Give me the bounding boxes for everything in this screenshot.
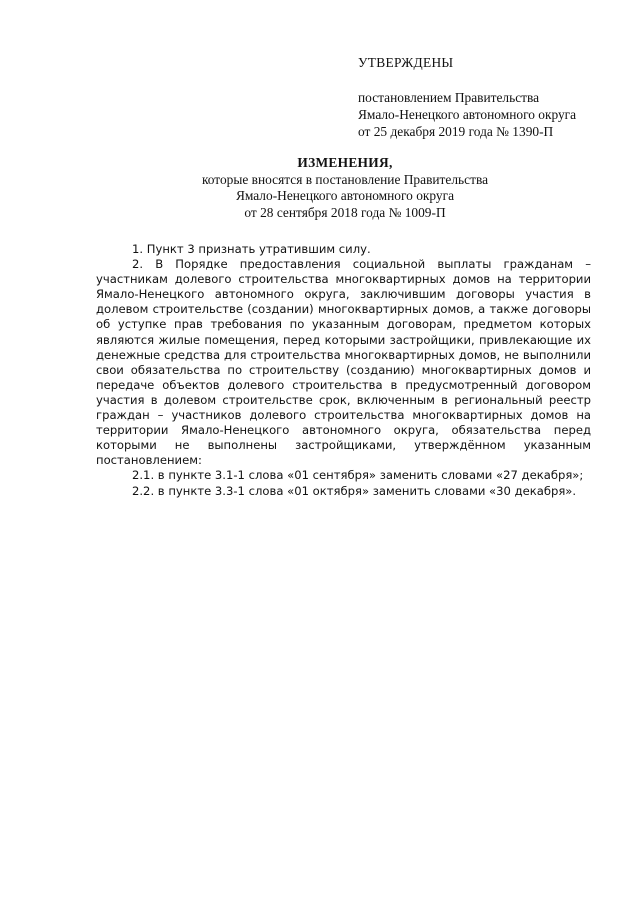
item-2-1-paragraph: 2.1. в пункте 3.1-1 слова «01 сентября» заменить словами «27 декабря»;	[132, 468, 584, 483]
item-2-paragraph: 2. В Порядке предоставления социальной выплаты гражданам – участникам долевого строительства многоквартирных домов на территории Ямало-Ненецкого автономного округа, заключившим договоры участия в долевом строительстве (создании) многоквартирных домов, а также договоры об уступке прав требования по указанным договорам, предметом которых являются жилые помещения, перед которыми застройщики, привлекающие их денежные средства для строительства многоквартирных домов, не выполнили свои обязательства по строительству (созданию) многоквартирных домов и передаче объектов долевого строительства в предусмотренный договором участия в долевом строительстве срок, включенным в региональный реестр граждан – участников долевого строительства многоквартирных домов на территории Ямало-Ненецкого автономного округа, обязательства перед которыми не выполнены застройщиками, утверждённом указанным постановлением:	[96, 257, 591, 468]
document-title: ИЗМЕНЕНИЯ,	[297, 155, 393, 170]
approval-line: Ямало-Ненецкого автономного округа	[358, 107, 577, 122]
item-2-2-paragraph: 2.2. в пункте 3.3-1 слова «01 октября» заменить словами «30 декабря».	[132, 483, 577, 498]
item-1-paragraph: 1. Пункт 3 признать утратившим силу.	[132, 242, 371, 256]
approval-block	[358, 54, 628, 140]
heading-line: Ямало-Ненецкого автономного округа	[235, 188, 455, 203]
heading-line: от 28 сентября 2018 года № 1009-П	[244, 204, 446, 220]
document-body	[96, 242, 591, 499]
approval-line: от 25 декабря 2019 года № 1390-П	[358, 124, 554, 139]
approval-line: постановлением Правительства	[358, 90, 540, 105]
heading-line: которые вносятся в постановление Правительства	[201, 171, 489, 187]
approved-label: УТВЕРЖДЕНЫ	[358, 55, 454, 70]
document-heading	[100, 155, 590, 221]
